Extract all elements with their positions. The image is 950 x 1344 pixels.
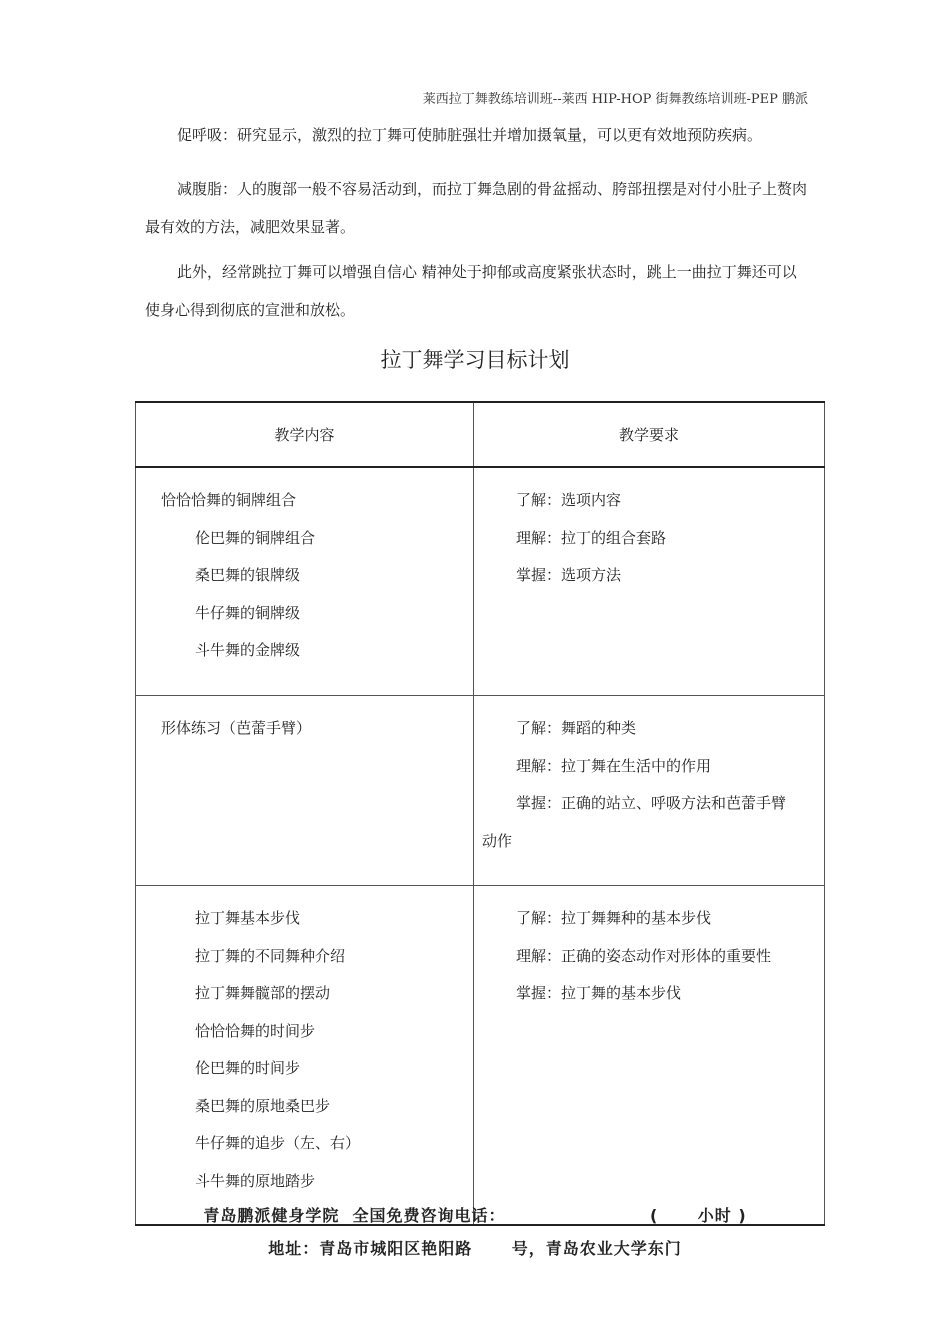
requirement-item: 掌握：正确的站立、呼吸方法和芭蕾手臂 <box>516 794 787 812</box>
paragraph-belly-fat: 减腹脂：人的腹部一般不容易活动到，而拉丁舞急剧的骨盆摇动、胯部扭摆是对付小肚子上赘肉最有效的方法，减肥效果显著。 <box>145 180 808 236</box>
requirement-item: 了解：选项内容 <box>516 491 622 509</box>
table-row <box>136 886 825 1226</box>
content-item: 形体练习（芭蕾手臂） <box>161 719 312 737</box>
content-item: 恰恰恰舞的时间步 <box>195 1021 316 1040</box>
paragraph-breathing: 促呼吸：研究显示，激烈的拉丁舞可使肺脏强壮并增加摄氧量，可以更有效地预防疾病。 <box>177 126 763 144</box>
plan-table <box>135 401 825 1226</box>
requirement-item: 理解：拉丁的组合套路 <box>516 528 667 547</box>
footer-address: 地址：青岛市城阳区艳阳路 号，青岛农业大学东门 <box>268 1239 682 1258</box>
requirement-item: 了解：舞蹈的种类 <box>516 719 637 737</box>
footer-contact: 青岛鹏派健身学院 全国免费咨询电话： ( 小时 ) <box>203 1206 747 1225</box>
plan-title: 拉丁舞学习目标计划 <box>380 348 570 372</box>
requirements-cell <box>474 467 825 696</box>
content-item: 拉丁舞基本步伐 <box>195 909 301 927</box>
requirements-cell <box>474 886 825 1226</box>
requirements-cell <box>474 696 825 886</box>
paragraph-confidence: 此外，经常跳拉丁舞可以增强自信心 精神处于抑郁或高度紧张状态时，跳上一曲拉丁舞还可以使身心得到彻底的宣泄和放松。 <box>145 263 797 319</box>
requirement-item: 了解：拉丁舞舞种的基本步伐 <box>516 909 712 927</box>
header-content: 教学内容 <box>136 402 474 467</box>
requirement-item: 理解：正确的姿态动作对形体的重要性 <box>516 946 772 965</box>
content-cell <box>136 696 474 886</box>
requirement-item: 理解：拉丁舞在生活中的作用 <box>516 756 712 775</box>
content-item: 恰恰恰舞的铜牌组合 <box>161 491 297 509</box>
content-item: 桑巴舞的原地桑巴步 <box>195 1096 331 1115</box>
content-item: 斗牛舞的金牌级 <box>195 641 301 659</box>
content-item: 拉丁舞的不同舞种介绍 <box>195 946 346 965</box>
requirement-item: 动作 <box>482 831 513 850</box>
content-cell <box>136 886 474 1226</box>
header-requirements: 教学要求 <box>474 402 825 467</box>
requirement-item: 掌握：拉丁舞的基本步伐 <box>516 984 682 1002</box>
requirement-item: 掌握：选项方法 <box>516 566 622 584</box>
page-header: 莱西拉丁舞教练培训班--莱西 HIP-HOP 街舞教练培训班-PEP 鹏派 <box>422 92 808 107</box>
table-row <box>136 696 825 886</box>
content-item: 斗牛舞的原地踏步 <box>195 1171 316 1190</box>
content-item: 牛仔舞的铜牌级 <box>195 603 301 622</box>
content-item: 桑巴舞的银牌级 <box>195 566 301 584</box>
content-item: 拉丁舞舞髋部的摆动 <box>195 984 331 1002</box>
table-row <box>136 467 825 696</box>
content-item: 牛仔舞的追步（左、右） <box>195 1134 361 1152</box>
content-item: 伦巴舞的时间步 <box>195 1059 301 1077</box>
content-cell <box>136 467 474 696</box>
content-item: 伦巴舞的铜牌组合 <box>195 528 316 547</box>
